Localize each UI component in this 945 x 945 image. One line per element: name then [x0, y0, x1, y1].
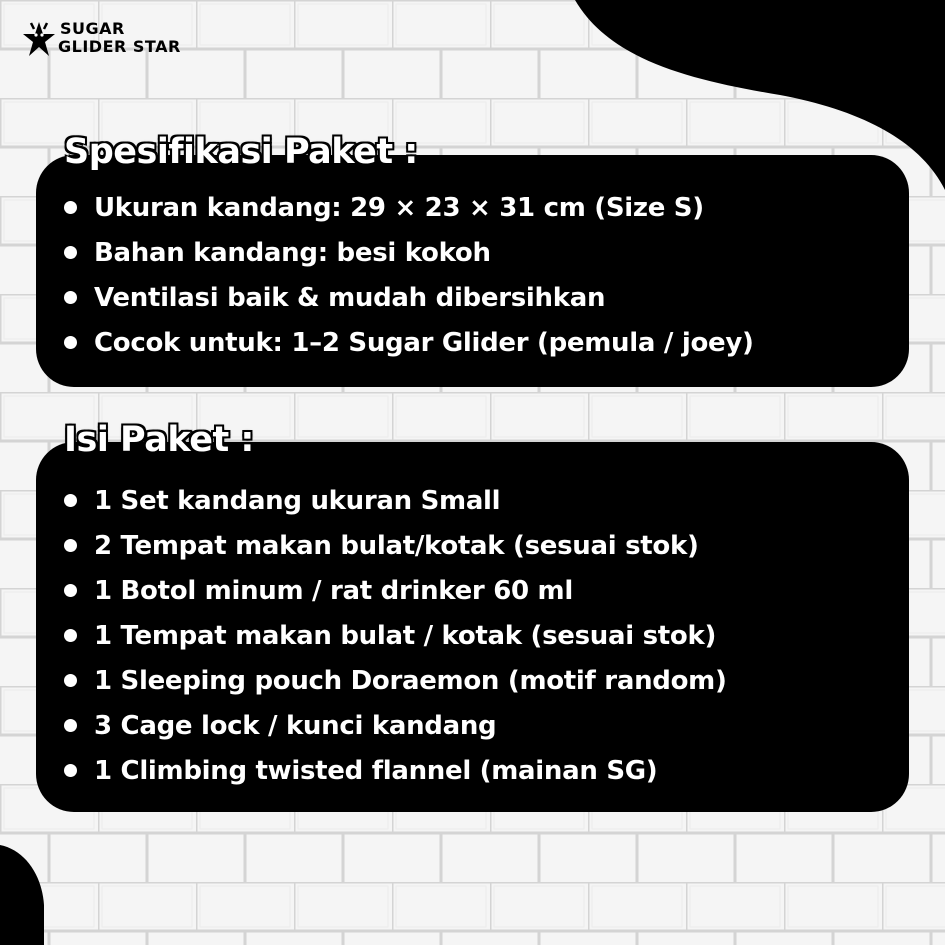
bullet-icon [64, 201, 77, 214]
list-item-text: Ventilasi baik & mudah dibersihkan [94, 282, 606, 313]
brand-logo [22, 20, 181, 60]
contents-title: Isi Paket : [64, 420, 254, 460]
list-item-text: 1 Set kandang ukuran Small [94, 485, 501, 516]
bullet-icon [64, 764, 77, 777]
logo-text-line1: SUGAR [60, 19, 125, 38]
list-item [64, 658, 727, 703]
bullet-icon [64, 291, 77, 304]
bullet-icon [64, 494, 77, 507]
list-item-text: Cocok untuk: 1–2 Sugar Glider (pemula / joey) [94, 327, 754, 358]
list-item-text: 3 Cage lock / kunci kandang [94, 710, 497, 741]
list-item [64, 275, 754, 320]
list-item [64, 320, 754, 365]
list-item [64, 748, 727, 793]
list-item-text: 1 Sleeping pouch Doraemon (motif random) [94, 665, 727, 696]
list-item-text: Bahan kandang: besi kokoh [94, 237, 491, 268]
list-item [64, 613, 727, 658]
list-item-text: 1 Climbing twisted flannel (mainan SG) [94, 755, 658, 786]
spec-list [64, 185, 754, 365]
sugar-glider-star-icon [22, 20, 56, 60]
list-item [64, 185, 754, 230]
list-item [64, 703, 727, 748]
list-item-text: Ukuran kandang: 29 × 23 × 31 cm (Size S) [94, 192, 704, 223]
list-item-text: 1 Botol minum / rat drinker 60 ml [94, 575, 573, 606]
contents-list [64, 478, 727, 793]
bullet-icon [64, 674, 77, 687]
bullet-icon [64, 719, 77, 732]
logo-text-line2: GLIDER STAR [58, 37, 181, 56]
bullet-icon [64, 336, 77, 349]
list-item-text: 1 Tempat makan bulat / kotak (sesuai stok) [94, 620, 717, 651]
bullet-icon [64, 584, 77, 597]
list-item [64, 230, 754, 275]
list-item [64, 568, 727, 613]
list-item [64, 523, 727, 568]
list-item [64, 478, 727, 523]
list-item-text: 2 Tempat makan bulat/kotak (sesuai stok) [94, 530, 699, 561]
spec-title: Spesifikasi Paket : [64, 132, 418, 172]
bullet-icon [64, 539, 77, 552]
bullet-icon [64, 629, 77, 642]
bullet-icon [64, 246, 77, 259]
